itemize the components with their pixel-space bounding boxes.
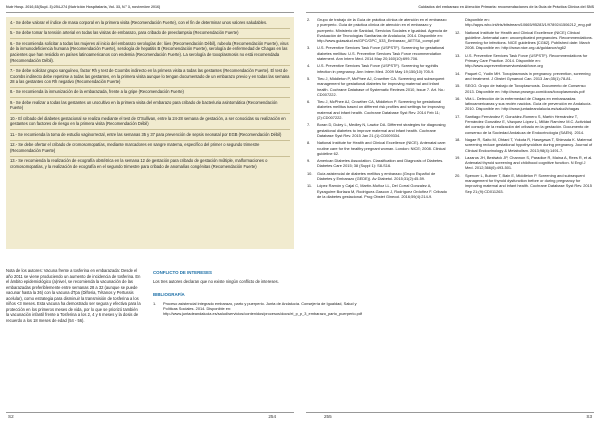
reference-item xyxy=(455,137,594,153)
reference-text: López Ramón y Cajal C, Martín-Muñoz LL, Del Corral Gonzalez A, Eyzaguirre Borlaza M, Rodríguez-Gascon J, Rodríguez Ordoñez F. Cribado de la diabetes gestacional. Prog Obstet Ginecol. 2016;59(4):214-9. xyxy=(317,183,447,199)
reference-number: 15. xyxy=(455,83,461,89)
reference-item xyxy=(455,96,594,112)
recommendation-divider xyxy=(10,38,290,39)
reference-item xyxy=(307,171,448,182)
reference-text: Boran D, Duley L, Medley N, Lawlor DA. Different strategies for diagnosing gestational diabetes to improve maternal and infant health. Cochrane Database Syst Rev. 2015 Jan 21;(1):CD009334. xyxy=(317,122,446,138)
recommendation-divider xyxy=(10,156,290,157)
reference-number: 20. xyxy=(455,172,461,178)
recommendation-divider xyxy=(10,129,290,130)
reference-text: Guía asistencial de diabetes mellitus y embarazo (Grupo Español de Diabetes y Embarazo (GEDE)). Av Diabetol. 2015;31(2):45-59. xyxy=(317,170,436,182)
reference-text: Grupo de trabajo de la Guía de práctica clínica de atención en el embarazo y puerperio. Guía de práctica clínica de atención en el embarazo y puerperio. Ministerio de Sanidad, Servicios Sociales e Igualdad. Agencia de Evaluación de Tecnologías Sanitarias de Andalucía; 2014. Disponible en: http://www.guiasalud.es/GPC/GPC_533_Embarazo_AETSA_compl.pdf xyxy=(317,17,448,44)
footer-divider xyxy=(306,412,594,413)
recommendation-divider xyxy=(10,65,290,66)
reference-item xyxy=(307,17,448,43)
reference-text: National Institute for Health and Clinical Excellence (NICE) Clinical guideline. Antenatal care: uncomplicated pregnancies. Recommendations. Screening for infections. NICE guidelines [CG62]. Published date: March 2008. Disponible en: http://www.nice.org.uk/guidance/cg62 xyxy=(465,29,593,51)
reference-number: 6. xyxy=(307,99,311,105)
reference-text: Santiago Fernández F, González-Romero S, Martín Hernández T, Fernández González E, Vázquez López L, Millán Ramírez M.C. Actividad del consejo de la realización del cribado en la gestación. Documento de consenso de la Sociedad Andaluza de Endocrinología (SAEN). 2014. xyxy=(465,113,592,135)
footer-divider xyxy=(6,412,294,413)
conflict-heading: CONFLICTO DE INTERESES xyxy=(153,270,212,275)
running-header: Nutr Hosp. 2016;33(Supl. 3):254-274 (Nutrición Hospitalaria, Vol. 33, N.º 3, noviembre 2016) xyxy=(6,5,161,9)
bibliography-heading: BIBLIOGRAFÍA xyxy=(153,292,185,297)
running-header: Cuidados del embarazo en Atención Primaria: recomendaciones de la Guía de Práctica Clínica del SNS xyxy=(418,5,594,9)
reference-item xyxy=(153,300,362,317)
reference-item xyxy=(455,114,594,135)
reference-number: 4. xyxy=(307,63,311,69)
authors-note-column xyxy=(6,268,142,323)
recommendation-item: 4.- Se debe valorar el índice de masa corporal en la primera visita (Recomendación Fuerte), con el fin de determinar unos valores saludables. xyxy=(10,20,268,25)
reference-number: 8. xyxy=(307,140,311,146)
references-column-2 xyxy=(455,17,594,196)
reference-text: SEGO. Grupo de trabajo de Toxoplasmosis. Documento de Consenso 2013. Disponible en: http://www.prosego.com/docs/toxoplasmosis.pdf xyxy=(465,83,586,94)
reference-number: 11. xyxy=(307,183,313,189)
recommendation-item: 8.- Se recomienda la inmunización de la embarazada, frente a la gripe (Recomendación Fuerte) xyxy=(10,89,184,95)
authors-note: Nota de los autores: Vacuna frente a tosferina en embarazada: Desde el año 2011 se viene produciendo un aumento de incidencia de tosferina. En el ámbito epidemiológico (a)nivel, se recomienda la vacunación de las embarazadas preferiblemente entre semanas 28 a 32 (aunque se puede vacunar hasta la 36) con la vacuna dTpa (Difteria, Tétanos y Pertussis acelular), como estrategia para disminuir la transmisión de tosferina a los niños <3 meses. Esta vacuna ha demostrado ser segura y efectiva para la protección en los primeros meses de vida, por lo que se priorizó también la vacunación infantil frente a Tosferina a los 2, 4 y 6 meses y la dosis de recuerdo a los 18 meses de edad (54 - 56). xyxy=(6,268,141,323)
recommendation-item: 5.- Se debe tomar la tensión arterial en todas las visitas de embarazo, para cribado de preeclampsia (Recomendación Fuerte) xyxy=(10,30,239,36)
page-number: 254 xyxy=(268,414,276,419)
reference-item xyxy=(455,155,594,171)
reference-number: 18. xyxy=(455,136,461,142)
reference-item xyxy=(307,183,448,199)
reference-text: Disponible en: http://apps.who.int/iris/bitstream/10665/95283/1/9789241506212_eng.pdf xyxy=(465,17,592,28)
reference-item xyxy=(455,71,594,82)
reference-text: National Institute for Health and Clinical Excellence (NICE). Antenatal care: routine care for the healthy pregnant woman. London: NICE; 2008. Clinical guideline 62. xyxy=(317,140,447,156)
recommendation-item: 12.- Se debe ofertar el cribado de cromosomopatías, mediante marcadores en sangre materna, específico del primer o segundo trimestre (Recomendación Fuerte) xyxy=(10,142,260,153)
reference-text: Spencer L, Bubner T, Bain E, Middleton P. Screening and subsequent management for thyroid dysfunction before or during pregnancy for improving maternal and infant health. Cochrane Database Syst Rev. 2015 Sep 21;(9):CD011263. xyxy=(465,172,592,194)
recommendation-item: 9.- Se debe realizar a todas las gestantes un urocultivo en la primera visita del embarazo para cribado de bacteriuria asintomática (Recomendación Fuerte) xyxy=(10,99,278,111)
reference-number: 7. xyxy=(307,122,311,128)
recommendation-divider xyxy=(10,97,290,98)
reference-item xyxy=(455,30,594,51)
header-divider xyxy=(6,12,294,13)
references-column-1 xyxy=(307,17,448,201)
reference-text: Proceso asistencial integrado embarazo, parto y puerperio. Junta de Andalucía. Consejería de Igualdad, Salud y Políticas Sociales. 2014. Disponible en: http://www.juntadeandalucia.es/salud/servicios/contenidos/procesos/docs/ei_p_p_3_embarazo_parto_puerperio.pdf xyxy=(163,300,362,317)
reference-item xyxy=(307,140,448,156)
reference-number: 12. xyxy=(455,29,461,35)
reference-item xyxy=(307,99,448,120)
reference-number: 3. xyxy=(307,45,311,51)
recommendation-item: 11.- Se recomienda la toma de estudio vaginorrectal, entre las semanas 35 y 37 para prevención de sepsis neonatal por EGB (Recomendación Débil) xyxy=(10,131,282,137)
reference-item xyxy=(455,53,594,69)
conflict-text: Los tres autores declaran que no existe ningún conflicto de intereses. xyxy=(153,278,279,284)
reference-number: 9. xyxy=(307,158,311,164)
recommendation-divider xyxy=(10,113,290,114)
reference-number: 2. xyxy=(307,17,311,22)
reference-number xyxy=(455,17,465,28)
reference-item xyxy=(307,76,448,97)
reference-number: 1. xyxy=(153,300,157,306)
header-divider xyxy=(306,12,594,13)
reference-number: 17. xyxy=(455,113,461,119)
reference-text: Lazarus JH, Bestwick JP, Channon S, Paradice R, Maina A, Rees R, et al. Antenatal thyroid screening and childhood cognitive function. N Engl J Med. 2012;366(6):493-501. xyxy=(465,154,593,171)
reference-number: 14. xyxy=(455,70,461,76)
reference-item xyxy=(307,63,448,74)
page-number-outer: S3 xyxy=(586,414,592,419)
reference-number: 10. xyxy=(307,170,313,176)
reference-number: 19. xyxy=(455,154,461,160)
page-number: 255 xyxy=(324,414,332,419)
reference-item xyxy=(307,158,448,169)
reference-item xyxy=(307,122,448,138)
reference-text: American Diabetes Association. Classification and Diagnosis of Diabetes. Diabetes Care 2015; 38 (Suppl 1): S8-S16. xyxy=(317,158,444,169)
recommendation-item: 10.- El cribado del diabetes gestacional se realiza mediante el test de O'Sullivan, entre la 24-28 semana de gestación, a ser conocidas su realización en gestantes con factores de riesgo en la primera visita (Recomendación Débil) xyxy=(10,115,286,127)
reference-text: Paquet C, Yudin MH. Toxoplasmosis in pregnancy: prevention, screening and treatment. J Obstet Gynaecol Can. 2013 Jan;35(1):78-81. xyxy=(465,70,591,81)
recommendation-divider xyxy=(10,28,290,29)
reference-number: 5. xyxy=(307,75,311,81)
reference-text: U.S. Preventive Services Task Force (USPSTF). Screening for gestational diabetes mellitus: U.S. Preventive Services Task Force recommendation statement. Ann Intern Med. 2014 May 20;160(10):699-706. xyxy=(317,45,445,62)
reference-item xyxy=(455,83,594,94)
reference-text: Vilá L. Detección de la enfermedad de Chagas en embarazadas latinoamericanas y sus recién nacidos. Guía de prevención en Andalucía. 2010. Disponible en: http://www.juntadeandalucia.es/salud/chagas xyxy=(465,95,592,112)
recommendation-item: 7.- Se debe solicitar grupo sanguíneo, factor Rh y test de Coombs indirecto en la primera visita a todas las gestantes (Recomendación Fuerte). El test de Coombs indirecto debe repetirse a todas las gestantes, en la primera visita aunque lo tengan documentado de un embarazo previo y en todas las semana 28 a las gestantes con Rh negativo (Recomendación Fuerte) xyxy=(10,67,290,85)
reference-item xyxy=(307,45,448,61)
reference-number: 13. xyxy=(455,52,461,58)
recommendation-divider xyxy=(10,87,290,88)
reference-text: Nagae R, Saito M, Ohtani T, Yokota R, Hasegawa T, Shimada K. Maternal screening reduce gestational hypothyroidism during pregnancy. Journal of Clinical Endocrinology & Metabolism. 2013;98(4):1491-7. xyxy=(465,136,593,153)
page-number-outer: S2 xyxy=(8,414,14,419)
recommendation-divider xyxy=(10,140,290,141)
recommendation-item: 13.- Se recomienda la realización de ecografía obstétrica en la semana 12 de gestación para cribado de gestación múltiple, malformaciones o cromosomopatías, y la realización de ecografía en el segundo trimestre para cribado de anomalías congénitas (Recomendación Fuerte) xyxy=(10,158,268,169)
recommendations-box xyxy=(6,17,294,249)
reference-text: U.S. Preventive Services Task Force (USPSTF). Screening for syphilis infection in pregnancy. Ann Intern Med. 2009 May 19;150(10):705-9. xyxy=(317,63,439,74)
reference-text: U.S. Preventive Services Task Force (USPSTF). Recommendations for Primary Care Practice. 2014. Disponible en: http://www.uspreventiveservicestaskforce.org xyxy=(465,52,588,69)
conflict-biblio-column xyxy=(153,268,362,318)
reference-item xyxy=(455,173,594,194)
right-page xyxy=(300,0,600,430)
reference-item xyxy=(455,17,594,28)
bibliography-list xyxy=(153,300,362,317)
reference-text: Tieu J, McPhee AJ, Crowther CA, Middleton P. Screening for gestational diabetes mellitus based on different risk profiles and settings for improving maternal and infant health. Cochrane Database Syst Rev. 2014 Feb 11;(2):CD007222. xyxy=(317,99,445,121)
reference-text: Tieu J, Middleton P, McPhee AJ, Crowther CA. Screening and subsequent management for gestational diabetes for improving maternal and infant health. Cochrane Database of Systematic Reviews 2010, Issue 7. Art. No.: CD007222. xyxy=(317,75,446,97)
reference-number: 16. xyxy=(455,95,461,101)
recommendation-item: 6.- Se recomienda solicitar a todas las mujeres al inicio del embarazo serologías de: lúes (Recomendación Débil), rubeola (Recomendación Fuerte), virus de la inmunodeficiencia humana (Recomendación Fuerte), serología de hepatitis B (Recomendación Fuerte), serología de enfermedad de Chagas en las pacientes que han residido en países latinoamericanos con endemia (Recomendación Fuerte). La serología de toxoplasmosis no está recomendada (Recomendación Débil). xyxy=(10,40,289,63)
